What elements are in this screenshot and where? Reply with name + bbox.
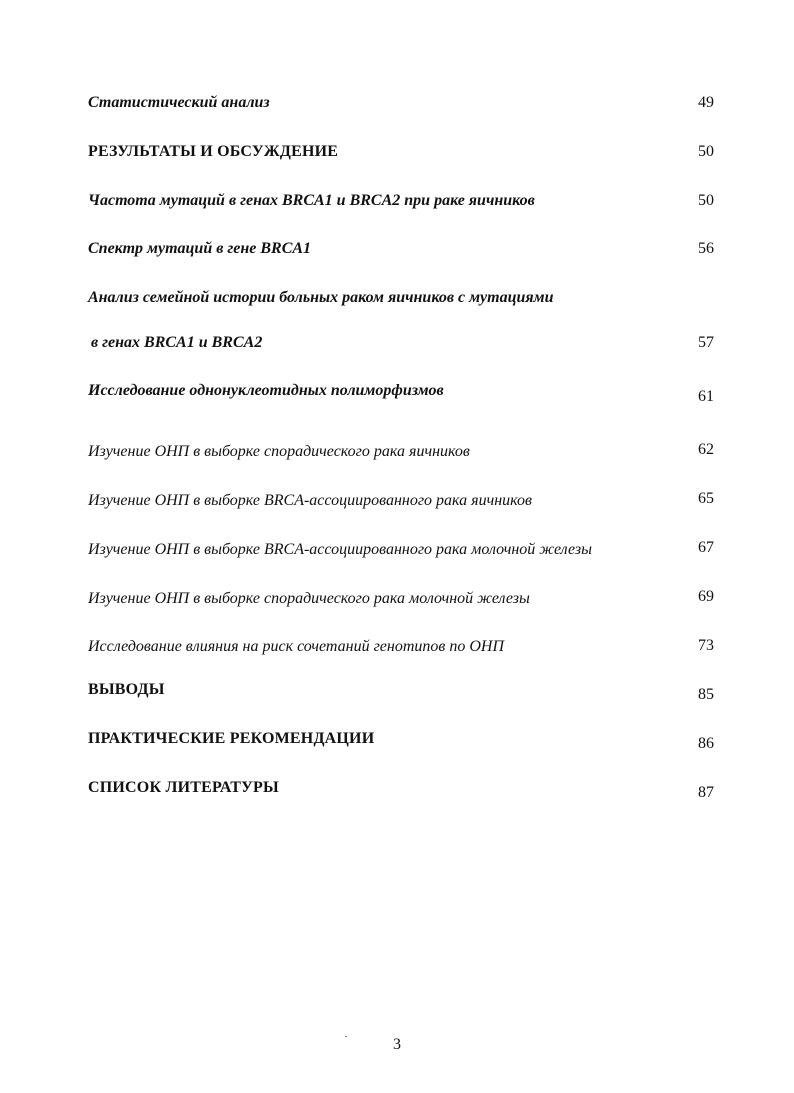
toc-entry-title: СПИСОК ЛИТЕРАТУРЫ — [88, 779, 279, 796]
toc-entry — [88, 778, 714, 802]
toc-entry-title: в генах BRCA1 и BRCA2 — [91, 334, 263, 351]
toc-entry-title: Анализ семейной истории больных раком яичников с мутациями — [88, 289, 554, 306]
toc-entry — [88, 381, 714, 405]
toc-entry-title: Спектр мутаций в гене BRCA1 — [88, 240, 312, 257]
toc-entry — [88, 93, 714, 117]
toc-entry — [88, 589, 714, 613]
toc-entry-title: Исследование однонуклеотидных полиморфизмов — [88, 382, 444, 399]
toc-entry-title: Исследование влияния на риск сочетаний генотипов по ОНП — [88, 638, 505, 655]
toc-entry — [88, 680, 714, 704]
toc-entry-page: 87 — [698, 784, 714, 801]
toc-entry-page: 56 — [698, 240, 714, 257]
toc-entry-title: ВЫВОДЫ — [88, 681, 165, 698]
toc-entry — [88, 142, 714, 166]
toc-entry — [88, 288, 714, 312]
toc-entry-title: Изучение ОНП в выборке спорадического рака молочной железы — [88, 590, 530, 607]
toc-entry — [88, 729, 714, 753]
page-number: 3 — [393, 1036, 401, 1053]
toc-entry-page: 50 — [698, 143, 714, 160]
toc-entry-title: Изучение ОНП в выборке спорадического рака яичников — [88, 443, 470, 460]
toc-entry-page: 61 — [698, 388, 714, 405]
toc-entry — [88, 637, 714, 661]
toc-entry — [88, 491, 714, 515]
toc-entry — [88, 333, 714, 357]
toc-entry — [88, 191, 714, 215]
toc-entry-title: РЕЗУЛЬТАТЫ И ОБСУЖДЕНИЕ — [88, 143, 339, 160]
toc-entry — [88, 442, 714, 466]
toc-entry-title: Статистический анализ — [88, 94, 270, 111]
toc-entry-title: Изучение ОНП в выборке BRCA-ассоциированного рака молочной железы — [88, 541, 592, 558]
toc-entry-page: 85 — [698, 686, 714, 703]
toc-entry-page: 69 — [698, 588, 714, 605]
toc-entry-page: 67 — [698, 539, 714, 556]
toc-entry-title: Частота мутаций в генах BRCA1 и BRCA2 при раке яичников — [88, 192, 535, 209]
toc-entry — [88, 239, 714, 263]
toc-entry-page: 73 — [698, 637, 714, 654]
toc-entry-title: Изучение ОНП в выборке BRCA-ассоциированного рака яичников — [88, 492, 532, 509]
toc-entry-page: 86 — [698, 735, 714, 752]
toc-entry — [88, 540, 714, 564]
toc-entry-title: ПРАКТИЧЕСКИЕ РЕКОМЕНДАЦИИ — [88, 730, 375, 747]
toc-entry-page: 62 — [698, 441, 714, 458]
toc-entry-page: 57 — [698, 334, 714, 351]
toc-entry-page: 49 — [698, 94, 714, 111]
toc-entry-page: 50 — [698, 192, 714, 209]
toc-entry-page: 65 — [698, 490, 714, 507]
